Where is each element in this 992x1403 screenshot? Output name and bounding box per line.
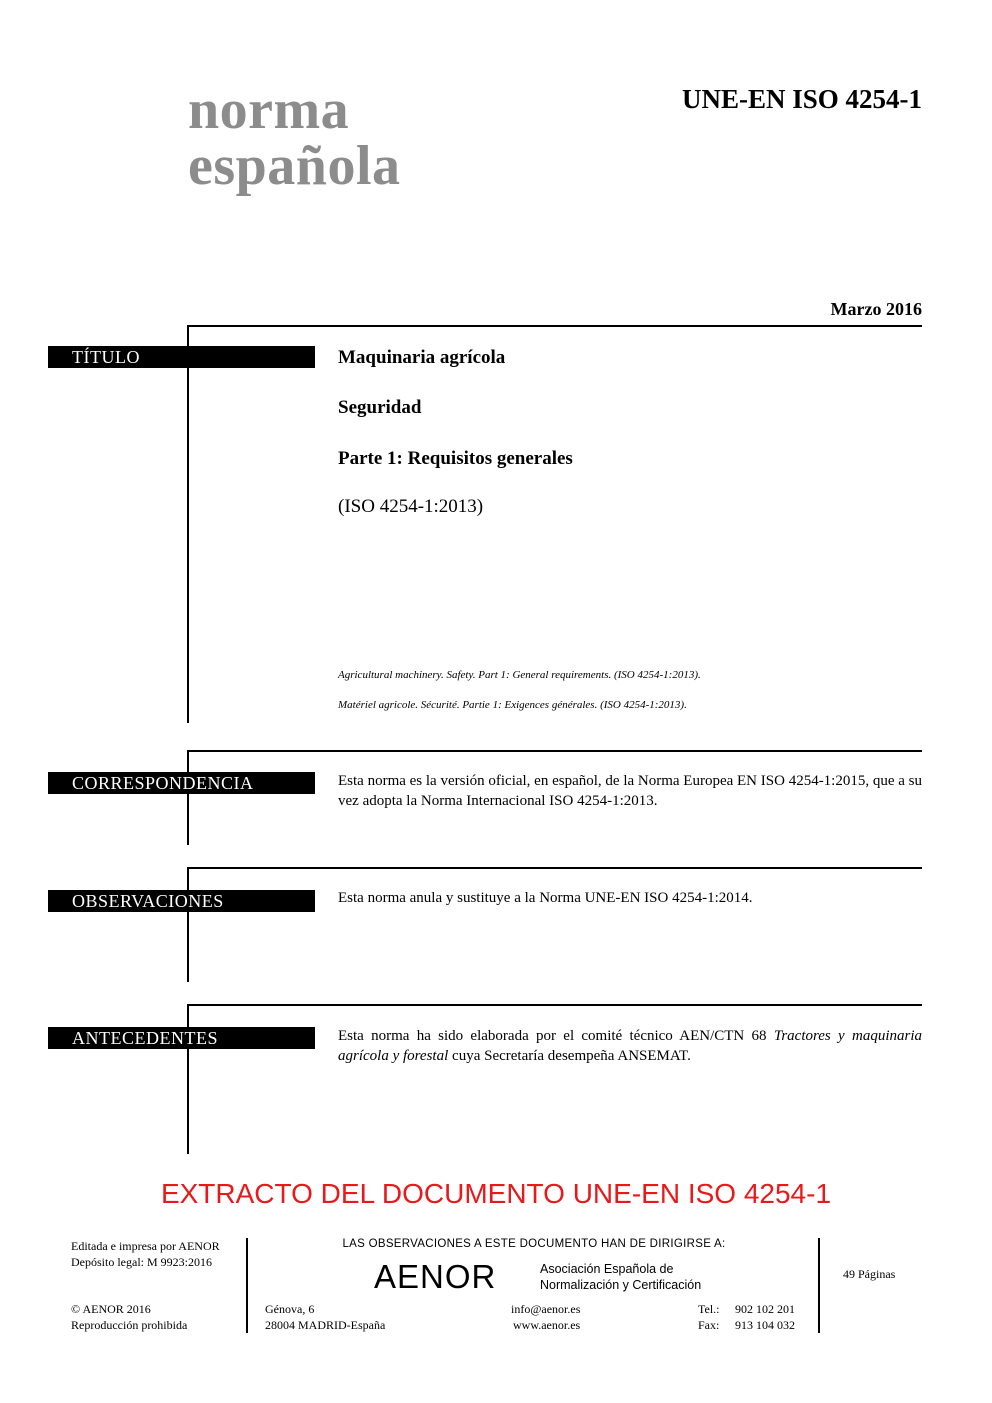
brand-line-2: española [188, 135, 401, 197]
aenor-name-line-1: Asociación Española de [540, 1262, 674, 1276]
footer-edited: Editada e impresa por AENOR [71, 1239, 220, 1253]
section-rule-titulo [188, 325, 922, 327]
footer-reproduction: Reproducción prohibida [71, 1318, 188, 1332]
section-label-antecedentes: ANTECEDENTES [48, 1027, 315, 1049]
section-label-correspondencia: CORRESPONDENCIA [48, 772, 315, 794]
title-line-3: Parte 1: Requisitos generales [338, 448, 573, 469]
footer-fax-label: Fax: [698, 1318, 720, 1332]
footer-divider-left [246, 1238, 248, 1333]
footer-copyright: © AENOR 2016 [71, 1302, 151, 1316]
footer-address-line-1: Génova, 6 [265, 1302, 315, 1316]
brand-logo [188, 79, 401, 197]
section-vrule-titulo [187, 325, 189, 723]
aenor-logo: AENOR [374, 1258, 497, 1295]
section-rule-antecedentes [188, 1004, 922, 1006]
section-rule-correspondencia [188, 750, 922, 752]
antecedentes-text [338, 1026, 922, 1066]
section-label-titulo: TÍTULO [48, 346, 315, 368]
publication-date: Marzo 2016 [830, 299, 922, 319]
section-rule-observaciones [188, 867, 922, 869]
correspondencia-text: Esta norma es la versión oficial, en español, de la Norma Europea EN ISO 4254-1:2015, que a su vez adopta la Norma Internacional ISO 4254-1:2013. [338, 773, 923, 809]
standard-code: UNE-EN ISO 4254-1 [681, 84, 922, 114]
committee-name: Tractores y maquinaria agrícola y forestal [338, 1028, 922, 1064]
antecedentes-text-end: cuya Secretaría desempeña ANSEMAT. [448, 1048, 691, 1064]
observaciones-text: Esta norma anula y sustituye a la Norma UNE-EN ISO 4254-1:2014. [338, 890, 753, 906]
section-vrule-observaciones [187, 867, 189, 982]
footer-page-count: 49 Páginas [843, 1267, 896, 1281]
footer-tel-value: 902 102 201 [735, 1302, 795, 1316]
footer-divider-right [818, 1238, 820, 1333]
aenor-name-line-2: Normalización y Certificación [540, 1278, 702, 1292]
section-label-observaciones: OBSERVACIONES [48, 890, 315, 912]
english-title: Agricultural machinery. Safety. Part 1: General requirements. (ISO 4254-1:2013). [338, 669, 701, 681]
french-title: Matériel agricole. Sécurité. Partie 1: Exigences générales. (ISO 4254-1:2013). [338, 699, 687, 711]
extract-banner: EXTRACTO DEL DOCUMENTO UNE-EN ISO 4254-1 [160, 1178, 832, 1209]
title-iso-reference: (ISO 4254-1:2013) [338, 496, 484, 517]
footer-address-line-2: 28004 MADRID-España [265, 1318, 386, 1332]
footer-web: www.aenor.es [513, 1318, 581, 1332]
title-line-2: Seguridad [338, 397, 422, 418]
footer-fax-value: 913 104 032 [735, 1318, 795, 1332]
antecedentes-text-start: Esta norma ha sido elaborada por el comité técnico AEN/CTN 68 [338, 1028, 774, 1044]
footer-deposit: Depósito legal: M 9923:2016 [71, 1255, 212, 1269]
footer-observations-note: LAS OBSERVACIONES A ESTE DOCUMENTO HAN DE DIRIGIRSE A: [342, 1238, 726, 1250]
brand-line-1: norma [188, 79, 350, 141]
footer-tel-label: Tel.: [698, 1302, 720, 1316]
aenor-full-name [540, 1261, 701, 1293]
title-line-1: Maquinaria agrícola [338, 347, 506, 368]
section-vrule-correspondencia [187, 750, 189, 845]
footer-email: info@aenor.es [511, 1302, 581, 1316]
